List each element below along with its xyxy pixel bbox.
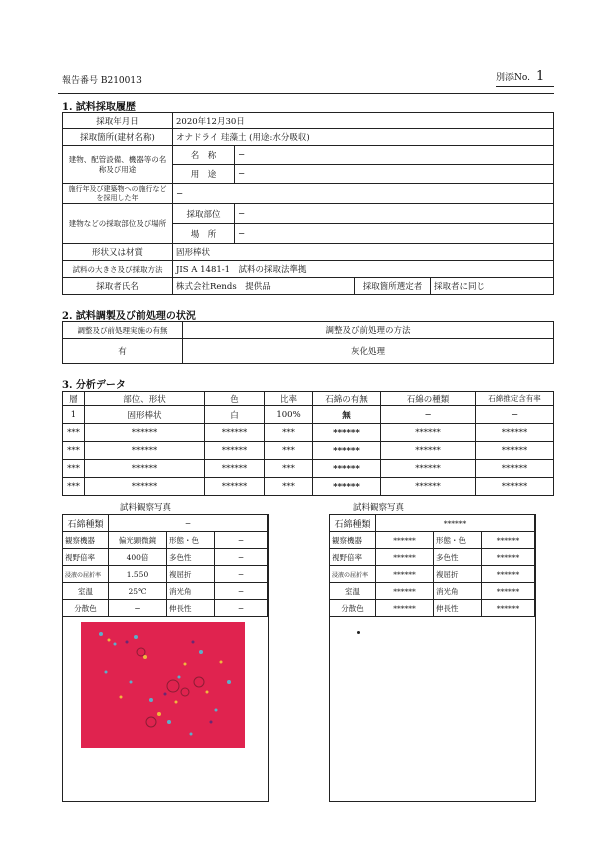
table-row	[63, 566, 268, 583]
year-value: −	[173, 184, 554, 204]
cell: ******	[376, 600, 434, 617]
table-row	[330, 566, 535, 583]
cell: −	[381, 406, 476, 424]
right-photo-title: 試料観察写真	[353, 503, 405, 513]
method-value: JIS A 1481-1 試料の採取法準拠	[173, 261, 554, 278]
cell: ***	[265, 478, 313, 496]
table-row	[63, 442, 554, 460]
cell: ******	[381, 478, 476, 496]
cell: ******	[376, 583, 434, 600]
spot-label: 場 所	[173, 224, 235, 244]
cell: ******	[85, 460, 205, 478]
cell: ******	[376, 566, 434, 583]
table-row	[63, 532, 268, 549]
shape-label: 形状又は材質	[63, 244, 173, 261]
right-type-value: ******	[376, 515, 535, 532]
cell: ******	[381, 460, 476, 478]
cell: ***	[265, 460, 313, 478]
cell: −	[109, 600, 167, 617]
cell: 偏光顕微鏡	[109, 532, 167, 549]
cell: 形態・色	[167, 532, 215, 549]
cell: 観察機器	[330, 532, 376, 549]
cell: 分散色	[330, 600, 376, 617]
cell: −	[215, 583, 268, 600]
section3-title: 3. 分析データ	[62, 380, 126, 391]
table-row	[63, 478, 554, 496]
selector-label: 採取箇所選定者	[355, 278, 431, 295]
prep-header-1: 調整及び前処理実施の有無	[63, 322, 183, 339]
place-label: 採取箇所(建材名称)	[63, 129, 173, 146]
micrograph-particles	[81, 622, 245, 748]
prep-header-2: 調整及び前処理の方法	[183, 322, 554, 339]
part-value: −	[235, 204, 554, 224]
collector-label: 採取者氏名	[63, 278, 173, 295]
cell: 伸長性	[167, 600, 215, 617]
left-photo-info-table	[62, 514, 268, 617]
cell: 伸長性	[434, 600, 482, 617]
cell: ******	[376, 532, 434, 549]
date-label: 採取年月日	[63, 113, 173, 129]
cell: ******	[476, 478, 554, 496]
cell: ******	[482, 566, 535, 583]
section1-title: 1. 試料採取履歴	[62, 102, 136, 113]
cell: ******	[381, 424, 476, 442]
spot-value: −	[235, 224, 554, 244]
cell: 多色性	[167, 549, 215, 566]
cell: 観察機器	[63, 532, 109, 549]
right-type-label: 石綿種類	[330, 515, 376, 532]
cell: 複屈折	[167, 566, 215, 583]
cell: 400倍	[109, 549, 167, 566]
cell: 形態・色	[434, 532, 482, 549]
table-row	[63, 549, 268, 566]
prep-value-1: 有	[63, 339, 183, 364]
cell: ******	[482, 532, 535, 549]
cell: ******	[482, 583, 535, 600]
cell: ******	[205, 424, 265, 442]
loc-label: 建物などの採取部位及び場所	[63, 204, 173, 244]
part-label: 採取部位	[173, 204, 235, 224]
analysis-header-color: 色	[205, 392, 265, 406]
appendix-number	[496, 69, 554, 87]
cell: ******	[381, 442, 476, 460]
header-rule	[58, 93, 554, 94]
cell: −	[476, 406, 554, 424]
cell: ***	[63, 442, 85, 460]
analysis-header-kind: 石綿の種類	[381, 392, 476, 406]
cell: 複屈折	[434, 566, 482, 583]
cell: ***	[265, 424, 313, 442]
cell: ***	[63, 424, 85, 442]
selector-value: 採取者に同じ	[431, 278, 554, 295]
analysis-header-layer: 層	[63, 392, 85, 406]
cell: ***	[63, 460, 85, 478]
appendix-value: 1	[536, 69, 545, 84]
cell: ******	[85, 424, 205, 442]
date-value: 2020年12月30日	[173, 113, 554, 129]
cell: 25℃	[109, 583, 167, 600]
cell: 視野倍率	[63, 549, 109, 566]
cell: ***	[63, 478, 85, 496]
equip-label: 建物、配管設備、機器等の名称及び用途	[63, 146, 173, 184]
cell: 100%	[265, 406, 313, 424]
name-value: −	[235, 146, 554, 165]
cell: −	[215, 532, 268, 549]
cell: 消光角	[434, 583, 482, 600]
cell: ******	[313, 424, 381, 442]
table-row	[63, 406, 554, 424]
table-row	[63, 583, 268, 600]
cell: −	[215, 600, 268, 617]
preparation-table	[62, 321, 554, 364]
analysis-header-content: 石綿推定含有率	[476, 392, 554, 406]
stray-dot	[357, 631, 360, 634]
cell: 白	[205, 406, 265, 424]
cell: ******	[205, 460, 265, 478]
cell: −	[215, 549, 268, 566]
table-row	[330, 600, 535, 617]
cell: ******	[205, 478, 265, 496]
left-photo-title: 試料観察写真	[120, 503, 172, 513]
cell: ******	[313, 442, 381, 460]
cell: ******	[85, 442, 205, 460]
year-label: 施行年及び建築物への施行などを採用した年	[63, 184, 173, 204]
cell: ***	[265, 442, 313, 460]
cell: 無	[313, 406, 381, 424]
name-label: 名 称	[173, 146, 235, 165]
cell: 多色性	[434, 549, 482, 566]
method-label: 試料の大きさ及び採取方法	[63, 261, 173, 278]
prep-value-2: 灰化処理	[183, 339, 554, 364]
cell: 1	[63, 406, 85, 424]
cell: 室温	[63, 583, 109, 600]
cell: ******	[476, 442, 554, 460]
table-row	[330, 583, 535, 600]
appendix-label: 別添No.	[496, 73, 530, 83]
cell: 室温	[330, 583, 376, 600]
cell: 視野倍率	[330, 549, 376, 566]
table-row	[63, 600, 268, 617]
cell: −	[215, 566, 268, 583]
analysis-header-part: 部位、形状	[85, 392, 205, 406]
table-row	[63, 424, 554, 442]
left-type-label: 石綿種類	[63, 515, 109, 532]
table-row	[330, 549, 535, 566]
cell: 消光角	[167, 583, 215, 600]
cell: 固形棒状	[85, 406, 205, 424]
sampling-history-table	[62, 112, 554, 295]
collector-value: 株式会社Rends 提供品	[173, 278, 355, 295]
micrograph-image	[81, 622, 245, 748]
analysis-header-ratio: 比率	[265, 392, 313, 406]
cell: 浸液の屈折率	[330, 566, 376, 583]
cell: ******	[482, 600, 535, 617]
cell: ******	[85, 478, 205, 496]
use-value: −	[235, 165, 554, 184]
use-label: 用 途	[173, 165, 235, 184]
cell: ******	[313, 478, 381, 496]
section2-title: 2. 試料調製及び前処理の状況	[62, 311, 196, 322]
cell: ******	[476, 460, 554, 478]
cell: ******	[482, 549, 535, 566]
cell: 1.550	[109, 566, 167, 583]
analysis-table	[62, 391, 554, 496]
table-row	[330, 532, 535, 549]
table-row	[63, 460, 554, 478]
place-value: オナドライ 珪藻土 (用途:水分吸収)	[173, 129, 554, 146]
left-type-value: −	[109, 515, 268, 532]
cell: ******	[376, 549, 434, 566]
cell: 浸液の屈折率	[63, 566, 109, 583]
shape-value: 固形棒状	[173, 244, 554, 261]
cell: ******	[476, 424, 554, 442]
right-photo-info-table	[329, 514, 535, 617]
analysis-header-presence: 石綿の有無	[313, 392, 381, 406]
cell: ******	[205, 442, 265, 460]
report-number: 報告番号 B210013	[62, 76, 142, 86]
cell: ******	[313, 460, 381, 478]
cell: 分散色	[63, 600, 109, 617]
